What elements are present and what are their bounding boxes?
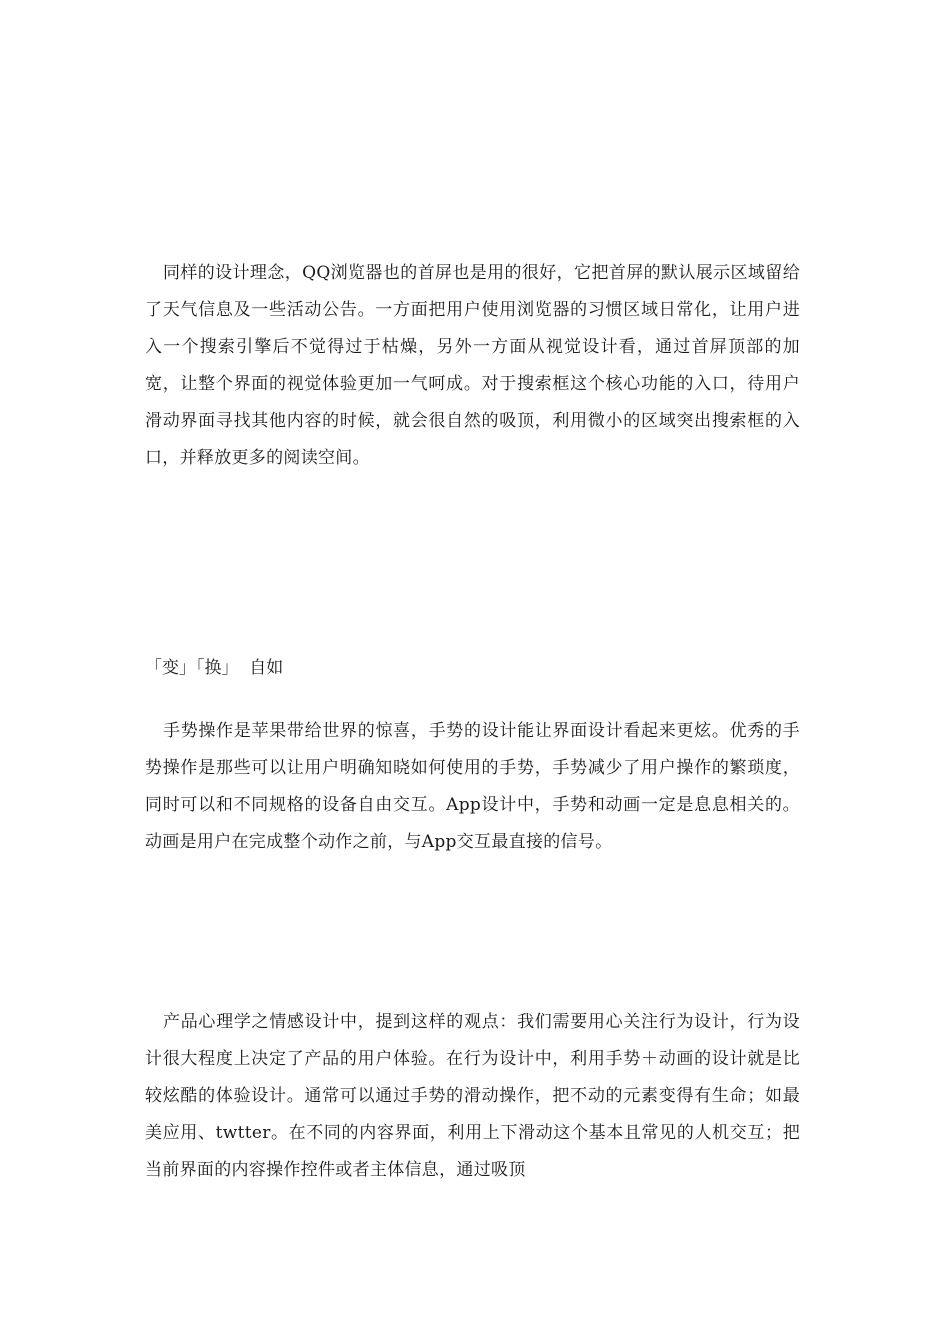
paragraph-qq-browser: 同样的设计理念，QQ浏览器也的首屏也是用的很好，它把首屏的默认展示区域留给了天气信息及一些活动公告。一方面把用户使用浏览器的习惯区域日常化，让用户进入一个搜索引擎后不觉得过于枯燥，另外一方面从视觉设计看，通过首屏顶部的加宽，让整个界面的视觉体验更加一气呵成。对于搜索框这个核心功能的入口，待用户滑动界面寻找其他内容的时候，就会很自然的吸顶，利用微小的区域突出搜索框的入口，并释放更多的阅读空间。 bbox=[145, 263, 800, 468]
section-heading: 「变」「换」 自如 bbox=[145, 658, 284, 678]
paragraph-emotional-design: 产品心理学之情感设计中，提到这样的观点：我们需要用心关注行为设计，行为设计很大程度上决定了产品的用户体验。在行为设计中，利用手势＋动画的设计就是比较炫酷的体验设计。通常可以通过手势的滑动操作，把不动的元素变得有生命；如最美应用、twtter。在不同的内容界面，利用上下滑动这个基本且常见的人机交互；把当前界面的内容操作控件或者主体信息，通过吸顶 bbox=[145, 1012, 800, 1180]
paragraph-gesture-operation: 手势操作是苹果带给世界的惊喜，手势的设计能让界面设计看起来更炫。优秀的手势操作是那些可以让用户明确知晓如何使用的手势，手势减少了用户操作的繁琐度，同时可以和不同规格的设备自由交互。App设计中，手势和动画一定是息息相关的。动画是用户在完成整个动作之前，与App交互最直接的信号。 bbox=[145, 721, 800, 852]
